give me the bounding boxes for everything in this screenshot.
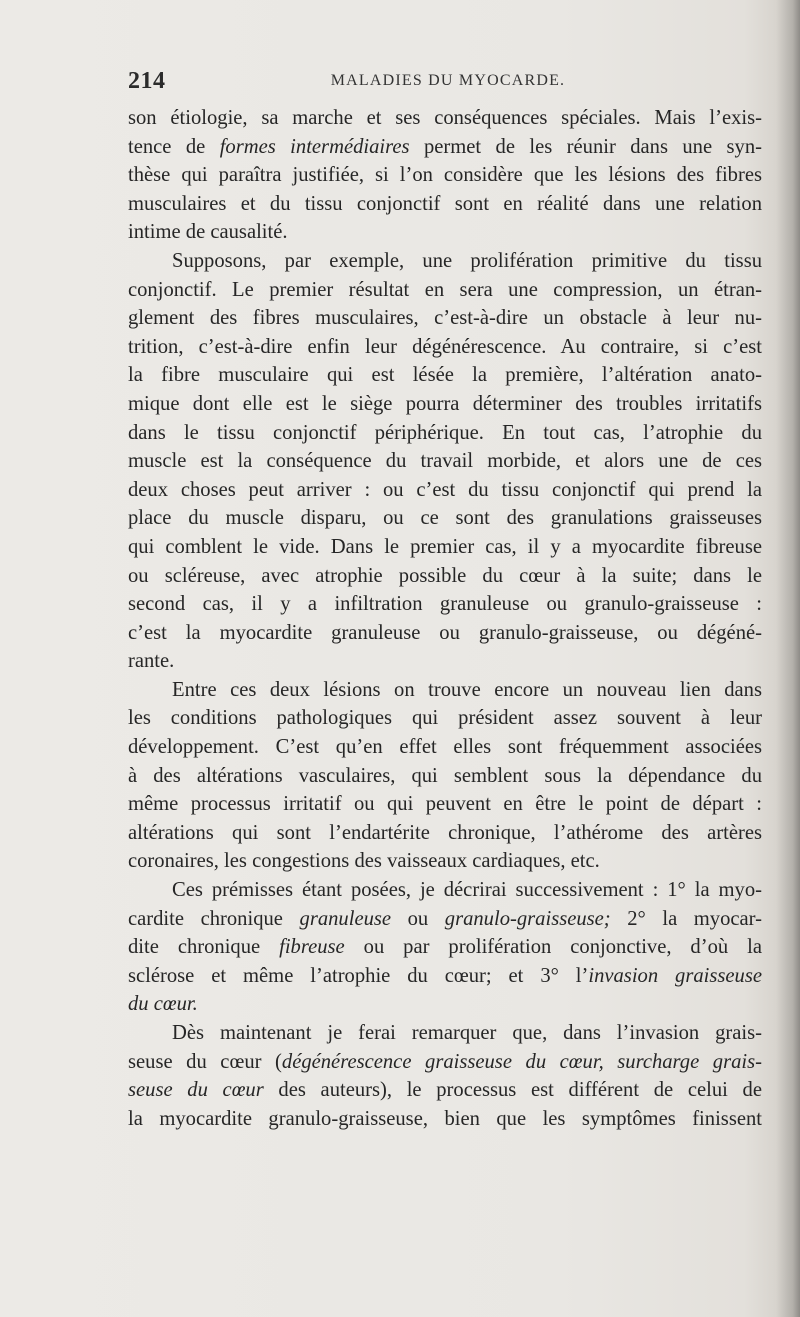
italic-phrase: dégénérescence graisseuse du cœur, surcharge grais-	[281, 1050, 763, 1073]
text-run: sclérose et même l’atrophie du cœur; et 3° l’	[128, 964, 589, 987]
text-line	[128, 990, 762, 1019]
text-run: la fibre musculaire qui est lésée la première, l’altération anato-	[128, 364, 762, 387]
text-run: 2° la myocar-	[610, 907, 762, 930]
text-run: musculaires et du tissu conjonctif sont en réalité dans une relation	[128, 192, 762, 215]
text-line	[128, 447, 762, 476]
text-line	[128, 304, 762, 333]
text-line	[128, 1019, 762, 1048]
text-line	[128, 276, 762, 305]
text-run: second cas, il y a infiltration granuleuse ou granulo-graisseuse :	[128, 593, 762, 616]
italic-phrase: du cœur.	[128, 993, 198, 1016]
text-line	[128, 333, 762, 362]
text-run: ou scléreuse, avec atrophie possible du cœur à la suite; dans le	[128, 564, 762, 587]
text-run: c’est la myocardite granuleuse ou granulo-graisseuse, ou dégéné-	[128, 621, 762, 644]
text-run: à des altérations vasculaires, qui semblent sous la dépendance du	[128, 764, 762, 787]
text-run: mique dont elle est le siège pourra déterminer des troubles irritatifs	[128, 392, 762, 415]
text-line	[128, 962, 762, 991]
text-line	[128, 704, 762, 733]
text-run: Ces prémisses étant posées, je décrirai successivement : 1° la myo-	[172, 879, 762, 902]
text-line	[128, 733, 762, 762]
page-number: 214	[128, 68, 166, 94]
text-run: coronaires, les congestions des vaisseaux cardiaques, etc.	[128, 850, 600, 873]
italic-phrase: granuleuse	[299, 907, 392, 930]
text-line	[128, 676, 762, 705]
text-line	[128, 762, 762, 791]
text-line	[128, 1105, 762, 1134]
text-run: trition, c’est-à-dire enfin leur dégénérescence. Au contraire, si c’est	[128, 335, 762, 358]
text-line	[128, 847, 762, 876]
text-line	[128, 533, 762, 562]
text-run: cardite chronique	[128, 907, 300, 930]
text-line	[128, 361, 762, 390]
text-run: thèse qui paraîtra justifiée, si l’on considère que les lésions des fibres	[128, 164, 762, 187]
text-run: son étiologie, sa marche et ses conséquences spéciales. Mais l’exis-	[128, 107, 762, 129]
italic-phrase: fibreuse	[279, 936, 345, 959]
text-run: muscle est la conséquence du travail morbide, et alors une de ces	[128, 450, 762, 473]
text-run: dite chronique	[128, 936, 280, 959]
text-run: les conditions pathologiques qui président assez souvent à leur	[128, 707, 762, 730]
text-line	[128, 876, 762, 905]
italic-phrase: granulo-graisseuse;	[444, 907, 611, 930]
text-line	[128, 133, 762, 162]
text-run: altérations qui sont l’endartérite chronique, l’athérome des artères	[128, 821, 762, 844]
text-line	[128, 218, 762, 247]
text-run: qui comblent le vide. Dans le premier cas, il y a myocardite fibreuse	[128, 535, 762, 558]
text-run: tence de	[128, 135, 220, 158]
text-line	[128, 504, 762, 533]
text-line	[128, 247, 762, 276]
text-run: ou	[391, 907, 445, 930]
text-line	[128, 419, 762, 448]
italic-phrase: formes intermédiaires	[219, 135, 410, 158]
text-run: développement. C’est qu’en effet elles sont fréquemment associées	[128, 736, 762, 759]
text-run: glement des fibres musculaires, c’est-à-dire un obstacle à leur nu-	[128, 307, 762, 330]
text-run: des auteurs), le processus est différent de celui de	[263, 1079, 762, 1102]
text-line	[128, 1076, 762, 1105]
page-header	[128, 68, 768, 98]
text-run: permet de les réunir dans une syn-	[409, 135, 762, 158]
text-run: place du muscle disparu, ou ce sont des granulations graisseuses	[128, 507, 762, 530]
text-line	[128, 190, 762, 219]
text-run: même processus irritatif ou qui peuvent en être le point de départ :	[128, 793, 762, 816]
text-line	[128, 905, 762, 934]
text-line	[128, 647, 762, 676]
text-line	[128, 819, 762, 848]
text-run: conjonctif. Le premier résultat en sera une compression, un étran-	[128, 278, 762, 301]
italic-phrase: invasion graisseuse	[588, 964, 762, 987]
text-line	[128, 590, 762, 619]
text-run: Supposons, par exemple, une prolifération primitive du tissu	[172, 249, 762, 272]
text-line	[128, 476, 762, 505]
text-run: intime de causalité.	[128, 221, 288, 244]
italic-phrase: seuse du cœur	[128, 1079, 264, 1102]
text-run: seuse du cœur (	[128, 1050, 282, 1073]
text-line	[128, 790, 762, 819]
body-text	[128, 104, 762, 1133]
text-line	[128, 161, 762, 190]
text-line	[128, 390, 762, 419]
text-run: rante.	[128, 650, 175, 673]
text-run: deux choses peut arriver : ou c’est du tissu conjonctif qui prend la	[128, 478, 762, 501]
text-run: la myocardite granulo-graisseuse, bien que les symptômes finissent	[128, 1107, 762, 1130]
text-line	[128, 933, 762, 962]
text-line	[128, 562, 762, 591]
text-run: Dès maintenant je ferai remarquer que, dans l’invasion grais-	[172, 1022, 762, 1044]
text-run: dans le tissu conjonctif périphérique. En tout cas, l’atrophie du	[128, 421, 762, 444]
running-head: MALADIES DU MYOCARDE.	[330, 72, 566, 89]
text-line	[128, 104, 762, 133]
text-run: ou par prolifération conjonctive, d’où la	[344, 936, 762, 959]
page-edge-shadow	[776, 0, 800, 1317]
text-run: Entre ces deux lésions on trouve encore un nouveau lien dans	[172, 678, 762, 701]
text-line	[128, 619, 762, 648]
text-line	[128, 1048, 762, 1077]
